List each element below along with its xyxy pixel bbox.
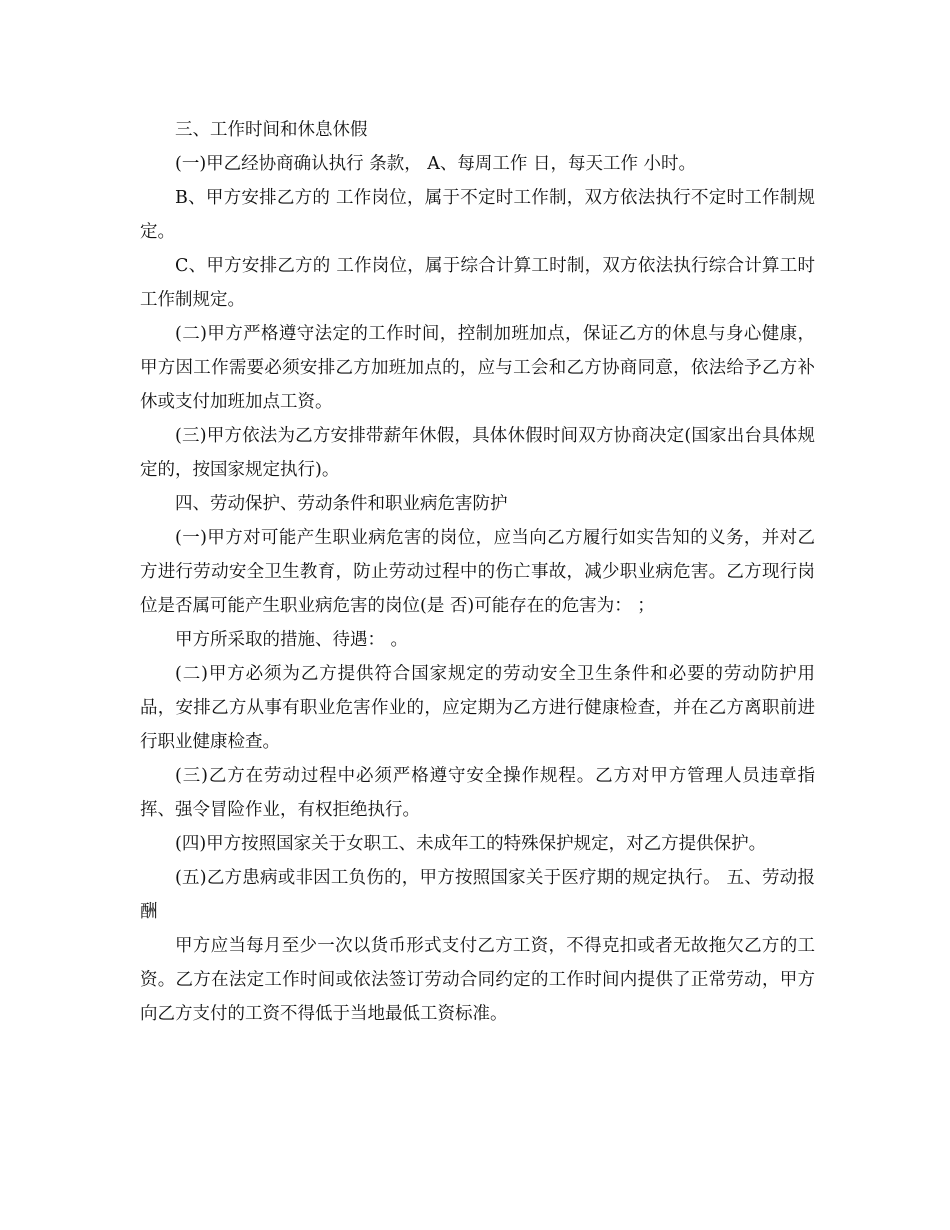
clause-medical-period: (五)乙方患病或非因工负伤的，甲方按照国家关于医疗期的规定执行。 五、劳动报酬 xyxy=(140,868,815,922)
clause-annual-leave: (三)甲方依法为乙方安排带薪年休假，具体休假时间双方协商决定(国家出台具体规定的，按国家规定执行)。 xyxy=(140,426,815,480)
clause-wages: 甲方应当每月至少一次以货币形式支付乙方工资，不得克扣或者无故拖欠乙方的工资。乙方在法定工作时间或依法签订劳动合同约定的工作时间内提供了正常劳动，甲方向乙方支付的工资不得低于当地最低工资标准。 xyxy=(140,936,815,1024)
document-body xyxy=(140,113,815,1031)
clause-occupational-hazard: (一)甲方对可能产生职业病危害的岗位，应当向乙方履行如实告知的义务，并对乙方进行劳动安全卫生教育，防止劳动过程中的伤亡事故，减少职业病危害。乙方现行岗位是否属可能产生职业病危害的岗位(是 否)可能存在的危害为： ； xyxy=(140,528,815,616)
clause-special-protection: (四)甲方按照国家关于女职工、未成年工的特殊保护规定，对乙方提供保护。 xyxy=(175,834,767,854)
section-heading-labor-protection: 四、劳动保护、劳动条件和职业病危害防护 xyxy=(175,494,508,514)
clause-comprehensive-hours: C、甲方安排乙方的 工作岗位，属于综合计算工时制，双方依法执行综合计算工时工作制规定。 xyxy=(140,256,815,310)
clause-overtime: (二)甲方严格遵守法定的工作时间，控制加班加点，保证乙方的休息与身心健康，甲方因工作需要必须安排乙方加班加点的，应与工会和乙方协商同意，依法给予乙方补休或支付加班加点工资。 xyxy=(140,324,815,412)
clause-measures-treatment: 甲方所采取的措施、待遇： 。 xyxy=(175,630,409,650)
clause-safety-conditions: (二)甲方必须为乙方提供符合国家规定的劳动安全卫生条件和必要的劳动防护用品，安排乙方从事有职业危害作业的，应定期为乙方进行健康检查，并在乙方离职前进行职业健康检查。 xyxy=(140,664,815,752)
clause-work-schedule: (一)甲乙经协商确认执行 条款， A、每周工作 日，每天工作 小时。 xyxy=(175,154,697,174)
section-heading-work-hours: 三、工作时间和休息休假 xyxy=(175,120,368,140)
clause-flexible-hours: B、甲方安排乙方的 工作岗位，属于不定时工作制，双方依法执行不定时工作制规定。 xyxy=(140,188,815,242)
clause-safety-rules: (三)乙方在劳动过程中必须严格遵守安全操作规程。乙方对甲方管理人员违章指挥、强令冒险作业，有权拒绝执行。 xyxy=(140,766,815,820)
